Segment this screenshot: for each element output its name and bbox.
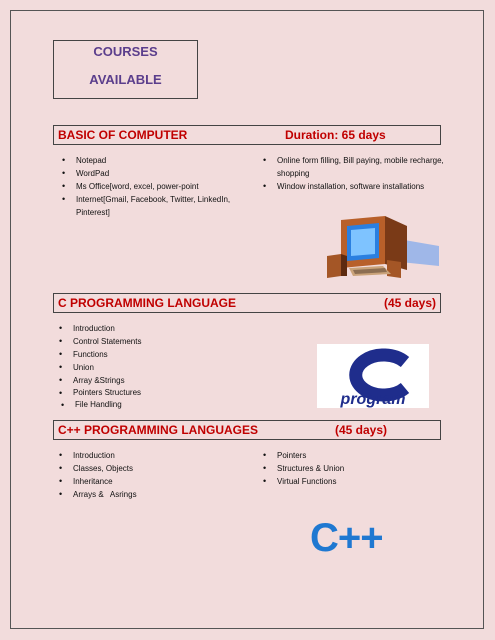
section-basic-computer-header [53, 125, 441, 145]
section-title: C++ PROGRAMMING LANGUAGES [58, 423, 259, 437]
list-item: • Pointers [263, 449, 443, 462]
c-programming-list [59, 322, 259, 411]
section-cpp-programming-header [53, 420, 441, 440]
c-logo-text: program [340, 391, 406, 408]
courses-heading: COURSES [93, 44, 158, 59]
cpp-programming-list-right [263, 449, 443, 488]
list-item: • Introduction [59, 322, 259, 335]
available-heading: AVAILABLE [89, 72, 162, 87]
list-item: • Virtual Functions [263, 475, 443, 488]
list-item: • Functions [59, 348, 259, 361]
section-duration: Duration: 65 days [285, 128, 386, 142]
cpp-logo: C++ [310, 516, 383, 560]
list-item: • Ms Office[word, excel, power-point [62, 180, 237, 193]
cpp-programming-list-left [59, 449, 249, 501]
list-item: • Notepad [62, 154, 237, 167]
basic-computer-list-left [62, 154, 237, 219]
c-program-logo [317, 344, 429, 408]
section-duration: (45 days) [335, 423, 388, 437]
list-item: • Inheritance [59, 475, 249, 488]
list-item: • Arrays & Asrings [59, 488, 249, 501]
list-item: • Structures & Union [263, 462, 443, 475]
list-item: • Union [59, 361, 259, 374]
list-item: • Window installation, software installations [263, 180, 448, 193]
page-border [10, 10, 484, 629]
list-item: • Online form filling, Bill paying, mobile recharge, shopping [263, 154, 448, 180]
list-item: • Control Statements [59, 335, 259, 348]
computer-icon [321, 216, 439, 280]
list-item: • File Handling [61, 399, 259, 411]
section-duration: (45 days) [384, 296, 437, 310]
basic-computer-list-right [263, 154, 448, 193]
list-item: • Introduction [59, 449, 249, 462]
list-item: • Internet[Gmail, Facebook, Twitter, LinkedIn, Pinterest] [62, 193, 237, 219]
section-title: C PROGRAMMING LANGUAGE [58, 296, 236, 310]
section-c-programming-header [53, 293, 441, 313]
list-item: • Classes, Objects [59, 462, 249, 475]
section-title: BASIC OF COMPUTER [58, 128, 188, 142]
courses-available-box [53, 40, 198, 99]
list-item: • Pointers Structures [59, 387, 259, 399]
list-item: • WordPad [62, 167, 237, 180]
list-item: • Array &Strings [59, 374, 259, 387]
